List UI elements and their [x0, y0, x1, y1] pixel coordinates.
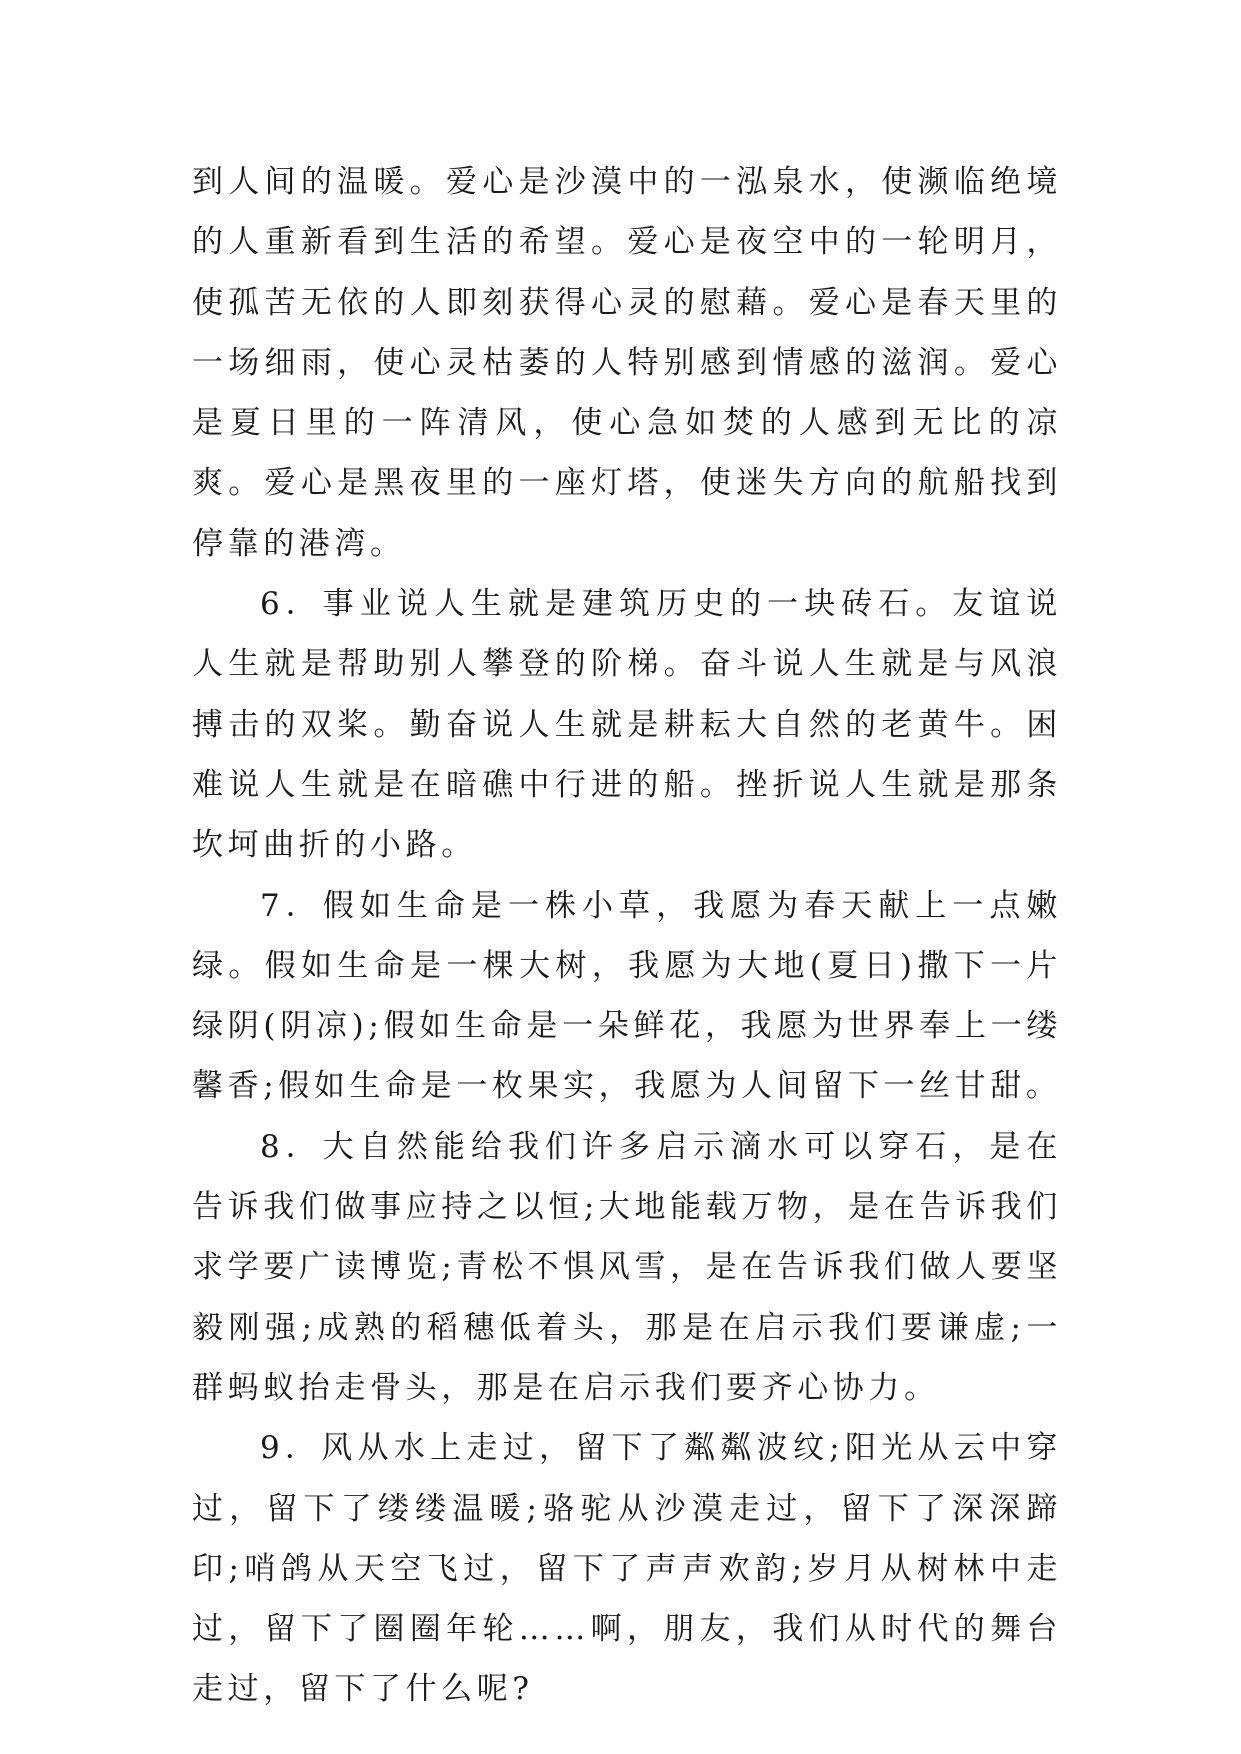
document-body: [192, 152, 1062, 1720]
paragraph-item-8: 8．大自然能给我们许多启示滴水可以穿石，是在告诉我们做事应持之以恒;大地能载万物，是在告诉我们求学要广读博览;青松不惧风雪，是在告诉我们做人要坚毅刚强;成熟的稻穗低着头，那是在启示我们要谦虚;一群蚂蚁抬走骨头，那是在启示我们要齐心协力。: [192, 1128, 1062, 1406]
paragraph-love-metaphors: 到人间的温暖。爱心是沙漠中的一泓泉水，使濒临绝境的人重新看到生活的希望。爱心是夜空中的一轮明月，使孤苦无依的人即刻获得心灵的慰藉。爱心是春天里的一场细雨，使心灵枯萎的人特别感到情感的滋润。爱心是夏日里的一阵清风，使心急如焚的人感到无比的凉爽。爱心是黑夜里的一座灯塔，使迷失方向的航船找到停靠的港湾。: [192, 164, 1062, 562]
paragraph-item-7: 7．假如生命是一株小草，我愿为春天献上一点嫩绿。假如生命是一棵大树，我愿为大地(夏日)撒下一片绿阴(阴凉);假如生命是一朵鲜花，我愿为世界奉上一缕馨香;假如生命是一枚果实，我愿为人间留下一丝甘甜。: [192, 887, 1062, 1105]
paragraph-item-9: 9．风从水上走过，留下了粼粼波纹;阳光从云中穿过，留下了缕缕温暖;骆驼从沙漠走过，留下了深深蹄印;哨鸽从天空飞过，留下了声声欢韵;岁月从树林中走过，留下了圈圈年轮……啊，朋友，我们从时代的舞台走过，留下了什么呢?: [192, 1430, 1062, 1708]
paragraph-item-6: 6．事业说人生就是建筑历史的一块砖石。友谊说人生就是帮助别人攀登的阶梯。奋斗说人生就是与风浪搏击的双桨。勤奋说人生就是耕耘大自然的老黄牛。困难说人生就是在暗礁中行进的船。挫折说人生就是那条坎坷曲折的小路。: [192, 586, 1062, 864]
